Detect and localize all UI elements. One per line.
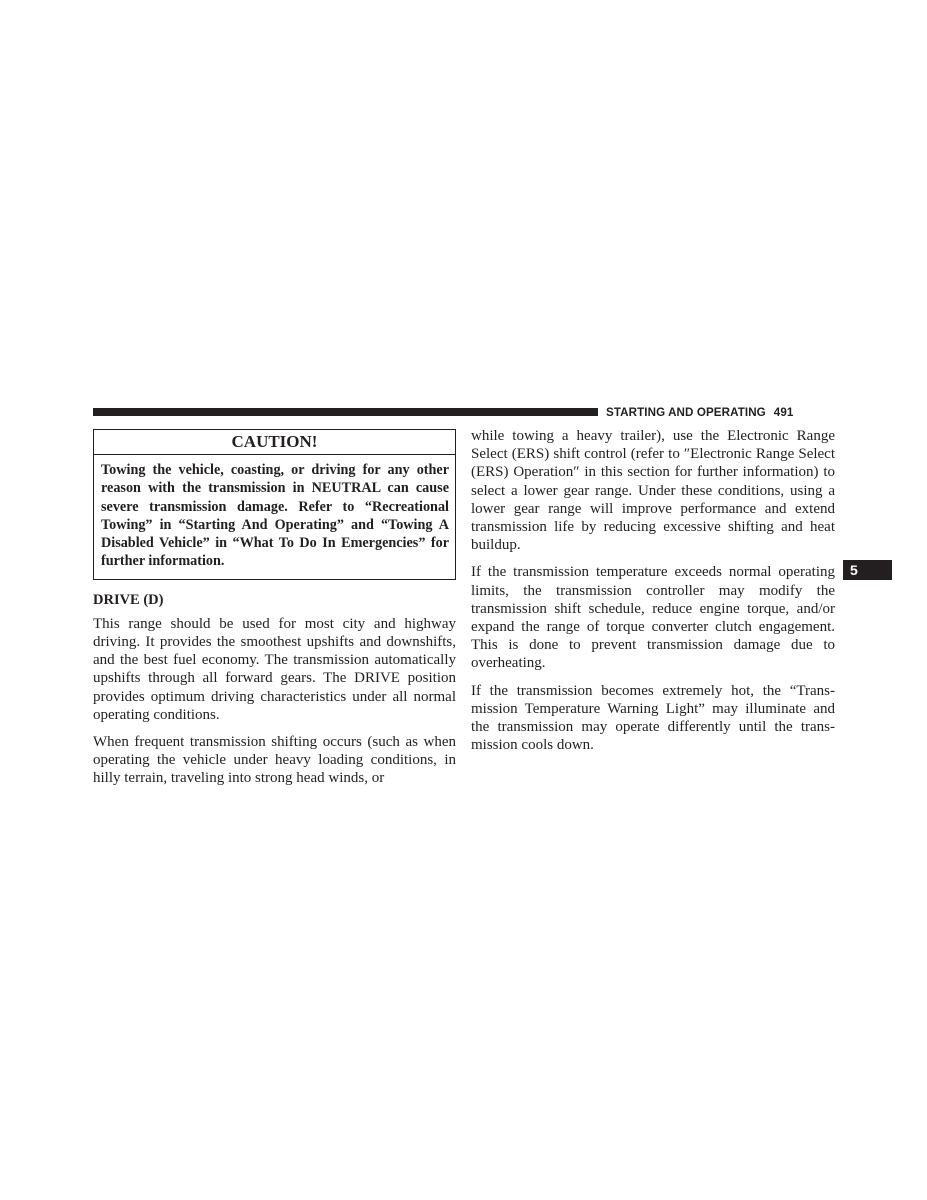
section-heading: DRIVE (D)	[93, 591, 164, 608]
caution-box	[93, 429, 456, 580]
paragraph: When frequent transmission shifting occurs (such as when operating the vehicle under heavy loading conditions, in hilly terrain, traveling into strong head winds, or	[93, 734, 456, 787]
caution-title: CAUTION!	[94, 430, 455, 455]
left-column	[93, 429, 456, 797]
paragraph: This range should be used for most city and highway driving. It provides the smoothest upshifts and downshifts, and the best fuel economy. The transmission automatically upshifts through all forward gears. The DRIVE position provides optimum driving characteristics under all normal operating conditions.	[93, 615, 456, 723]
running-header	[606, 405, 836, 420]
paragraph: If the transmission temperature exceeds normal operating limits, the transmission controller may modify the transmission shift schedule, reduce engine torque, and/or expand the range of torque converter clutch engagement. This is done to prevent transmission damage due to overheating.	[471, 564, 835, 672]
right-column	[471, 427, 835, 763]
section-title: STARTING AND OPERATING	[606, 406, 766, 419]
paragraph: while towing a heavy trailer), use the Electronic Range Select (ERS) shift control (refer to ″Electronic Range Select (ERS) Operation″ in this section for further information) to select a lower gear range. Under these conditions, using a lower gear range will improve performance and extend transmission life by reducing excessive shifting and heat buildup.	[471, 428, 835, 554]
caution-text: Towing the vehicle, coasting, or driving for any other reason with the transmission in NEUTRAL can cause severe transmission damage. Refer to “Recreational Towing” in “Starting And Operating” and “Towing A Disabled Vehicle” in “What To Do In Emergencies” for further information.	[101, 462, 449, 570]
header-rule	[93, 408, 598, 416]
chapter-tab: 5	[843, 560, 892, 580]
paragraph: If the transmission becomes extremely hot, the “Transmission Temperature Warning Light” may illuminate and the transmission may operate differently until the transmission cools down.	[471, 682, 835, 754]
page-number: 491	[773, 406, 794, 419]
